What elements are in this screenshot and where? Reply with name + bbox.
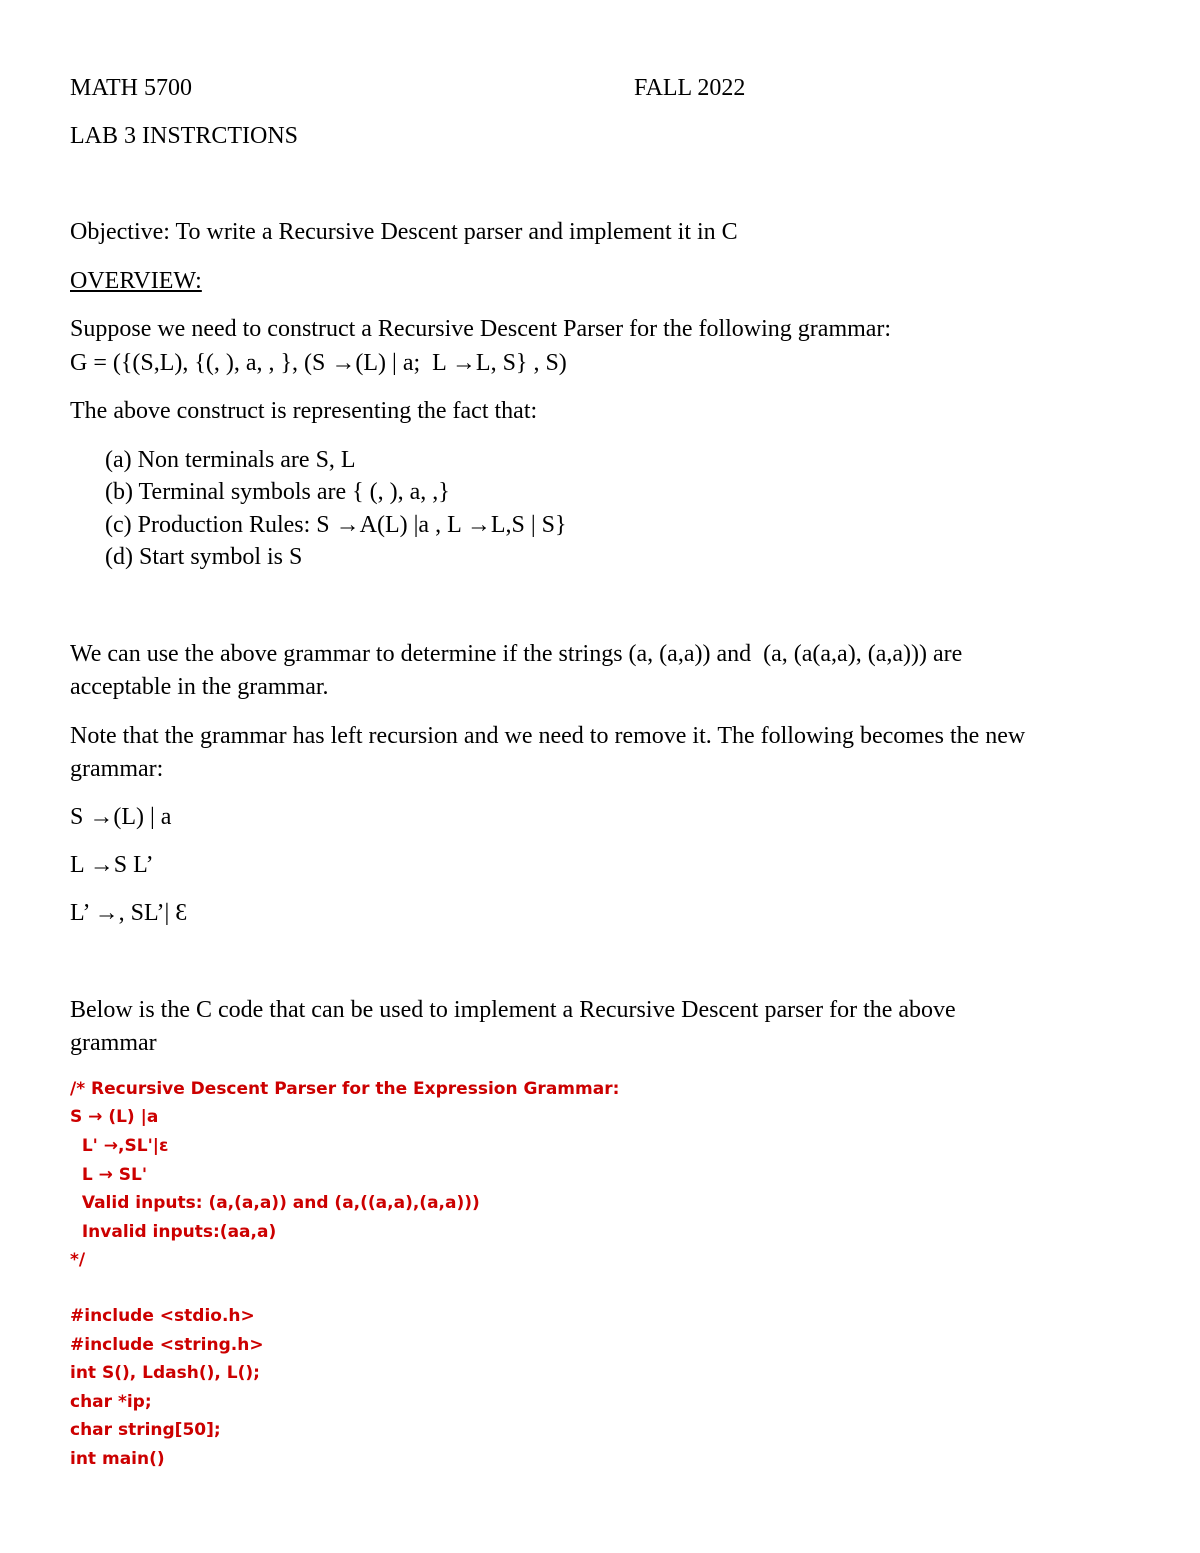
overview-heading: OVERVIEW: [70, 268, 202, 294]
objective: Objective: To write a Recursive Descent parser and implement it in C [70, 219, 738, 245]
code-line: int S(), Ldash(), L(); [70, 1363, 260, 1383]
code-line: /* Recursive Descent Parser for the Expression Grammar: [70, 1079, 620, 1099]
code-line: Invalid inputs:(aa,a) [70, 1222, 277, 1242]
fact-item: (c) Production Rules: S →A(L) |a , L →L,S | S} [105, 512, 567, 538]
code-line: S → (L) |a [70, 1107, 159, 1127]
strings-paragraph-line: acceptable in the grammar. [70, 674, 329, 700]
grammar-rule: S →(L) | a [70, 804, 172, 830]
strings-paragraph-line: We can use the above grammar to determine if the strings (a, (a,a)) and (a, (a(a,a), (a,a))) are [70, 641, 963, 667]
code-line: int main() [70, 1449, 165, 1469]
code-line: L → SL' [70, 1165, 148, 1185]
term: FALL 2022 [634, 75, 746, 101]
code-line: #include <string.h> [70, 1335, 264, 1355]
fact-item: (b) Terminal symbols are { (, ), a, ,} [105, 479, 450, 505]
recursion-paragraph-line: Note that the grammar has left recursion and we need to remove it. The following becomes the new [70, 723, 1026, 749]
grammar-rule: L →S L’ [70, 852, 154, 878]
intro-text: Suppose we need to construct a Recursive Descent Parser for the following grammar: [70, 316, 892, 342]
code-intro-line: grammar [70, 1030, 157, 1056]
code-intro-line: Below is the C code that can be used to implement a Recursive Descent parser for the above [70, 997, 956, 1023]
grammar-rule: L’ →, SL’| Ɛ [70, 900, 188, 926]
lab-title: LAB 3 INSTRCTIONS [70, 123, 299, 149]
recursion-paragraph-line: grammar: [70, 756, 164, 782]
course-name: MATH 5700 [70, 75, 193, 101]
fact-item: (d) Start symbol is S [105, 544, 303, 570]
code-line: */ [70, 1250, 86, 1270]
grammar-definition: G = ({(S,L), {(, ), a, , }, (S →(L) | a; L →L, S} , S) [70, 350, 567, 376]
construct-intro: The above construct is representing the fact that: [70, 398, 538, 424]
fact-item: (a) Non terminals are S, L [105, 447, 356, 473]
code-line: L' →,SL'|ε [70, 1136, 169, 1156]
code-line: #include <stdio.h> [70, 1306, 255, 1326]
code-line: Valid inputs: (a,(a,a)) and (a,((a,a),(a,a))) [70, 1193, 480, 1213]
code-line: char string[50]; [70, 1420, 221, 1440]
code-line: char *ip; [70, 1392, 152, 1412]
